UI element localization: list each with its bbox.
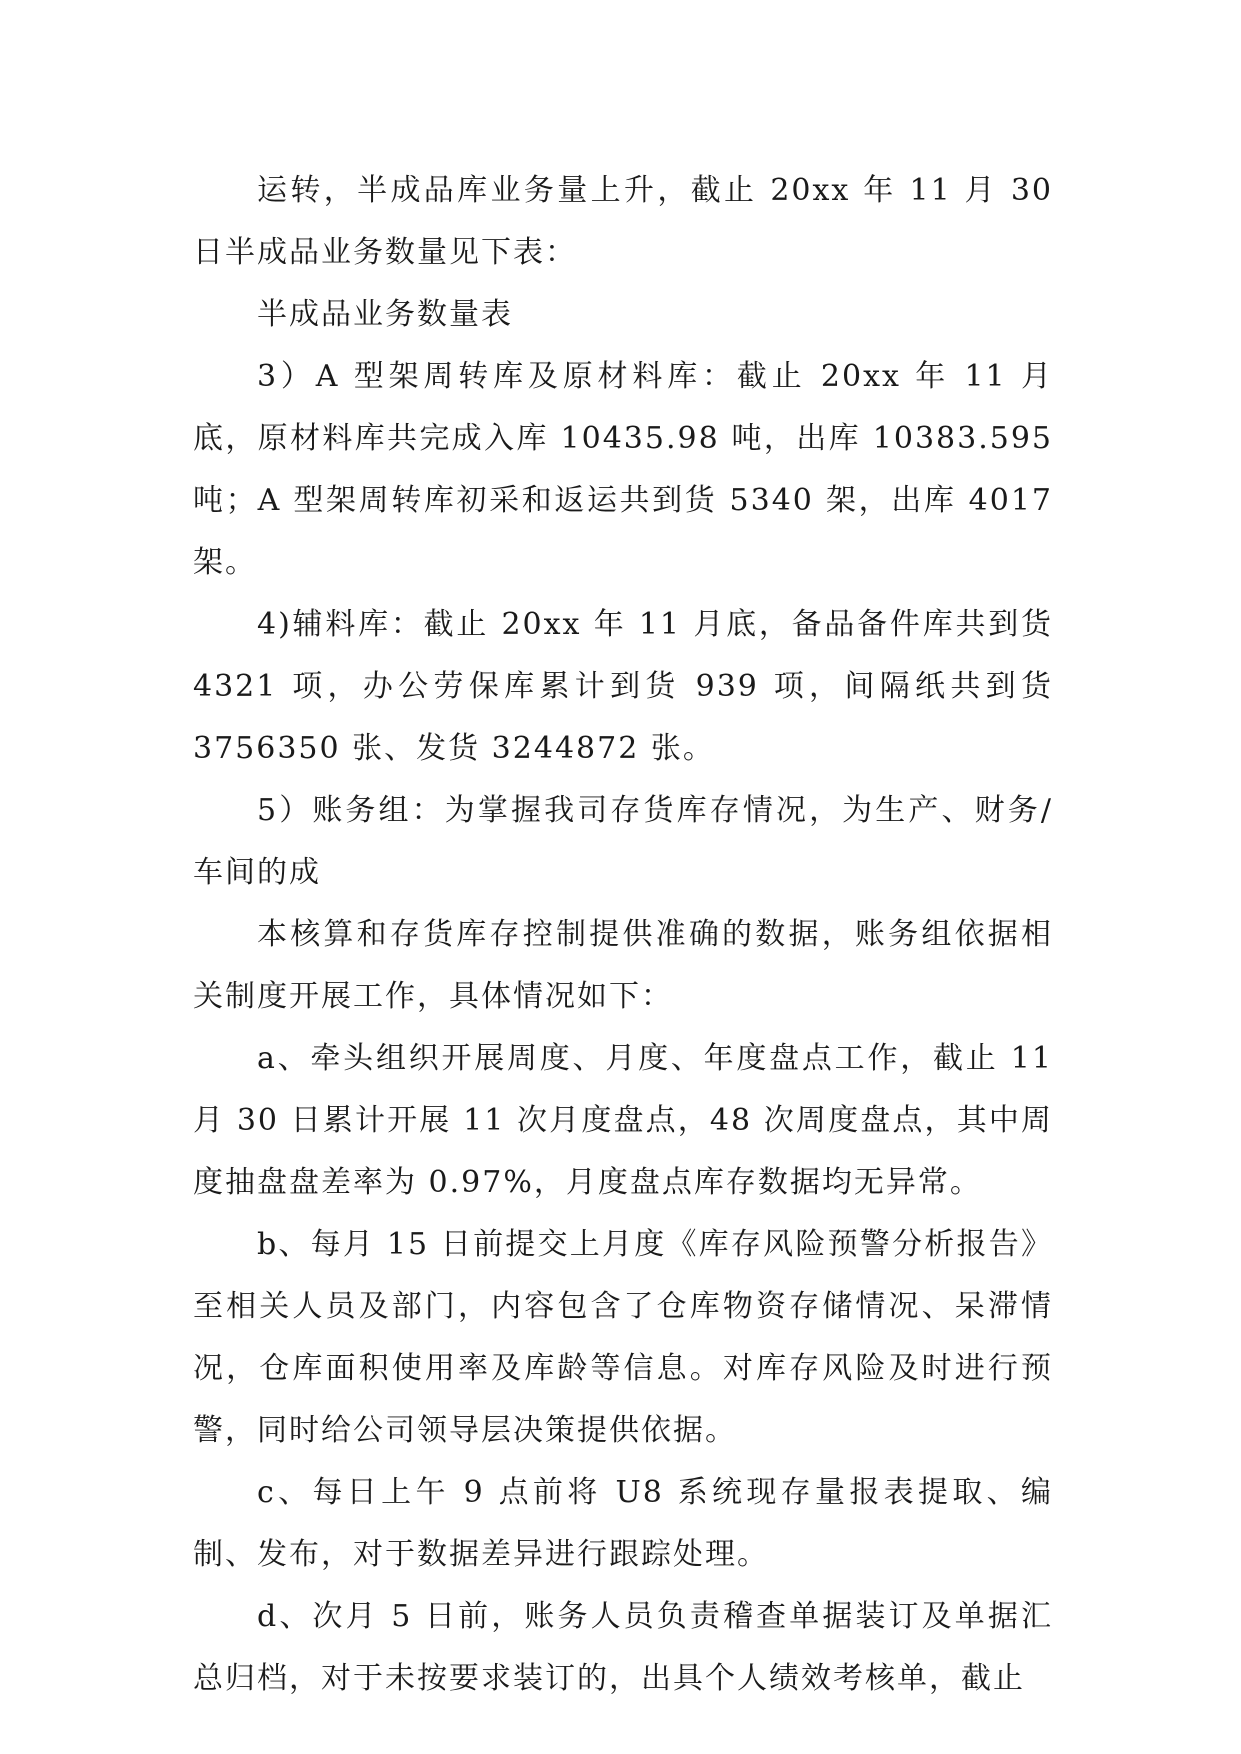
paragraph-a: a、牵头组织开展周度、月度、年度盘点工作，截止 11 月 30 日累计开展 11 次月度盘点，48 次周度盘点，其中周度抽盘盘差率为 0.97%，月度盘点库存数据均无异常。 — [193, 1041, 1053, 1200]
paragraph-1: 运转，半成品库业务量上升，截止 20xx 年 11 月 30 日半成品业务数量见下表： — [193, 173, 1053, 270]
paragraph-c: c、每日上午 9 点前将 U8 系统现存量报表提取、编制、发布，对于数据差异进行跟踪处理。 — [193, 1475, 1053, 1572]
paragraph-3: 3）A 型架周转库及原材料库：截止 20xx 年 11 月底，原材料库共完成入库 10435.98 吨，出库 10383.595 吨；A 型架周转库初采和返运共到货 5340 架，出库 4017 架。 — [193, 359, 1053, 580]
paragraph-5: 5）账务组：为掌握我司存货库存情况，为生产、财务/车间的成 — [193, 793, 1053, 890]
table-caption: 半成品业务数量表 — [257, 297, 513, 332]
document-body — [193, 160, 1053, 1710]
paragraph-b: b、每月 15 日前提交上月度《库存风险预警分析报告》至相关人员及部门，内容包含了仓库物资存储情况、呆滞情况，仓库面积使用率及库龄等信息。对库存风险及时进行预警，同时给公司领导层决策提供依据。 — [193, 1227, 1053, 1448]
paragraph-4: 4)辅料库：截止 20xx 年 11 月底，备品备件库共到货 4321 项，办公劳保库累计到货 939 项，间隔纸共到货 3756350 张、发货 3244872 张。 — [193, 607, 1053, 766]
paragraph-6: 本核算和存货库存控制提供准确的数据，账务组依据相关制度开展工作，具体情况如下： — [193, 917, 1053, 1014]
paragraph-d: d、次月 5 日前，账务人员负责稽查单据装订及单据汇总归档，对于未按要求装订的，出具个人绩效考核单，截止 — [193, 1599, 1053, 1696]
